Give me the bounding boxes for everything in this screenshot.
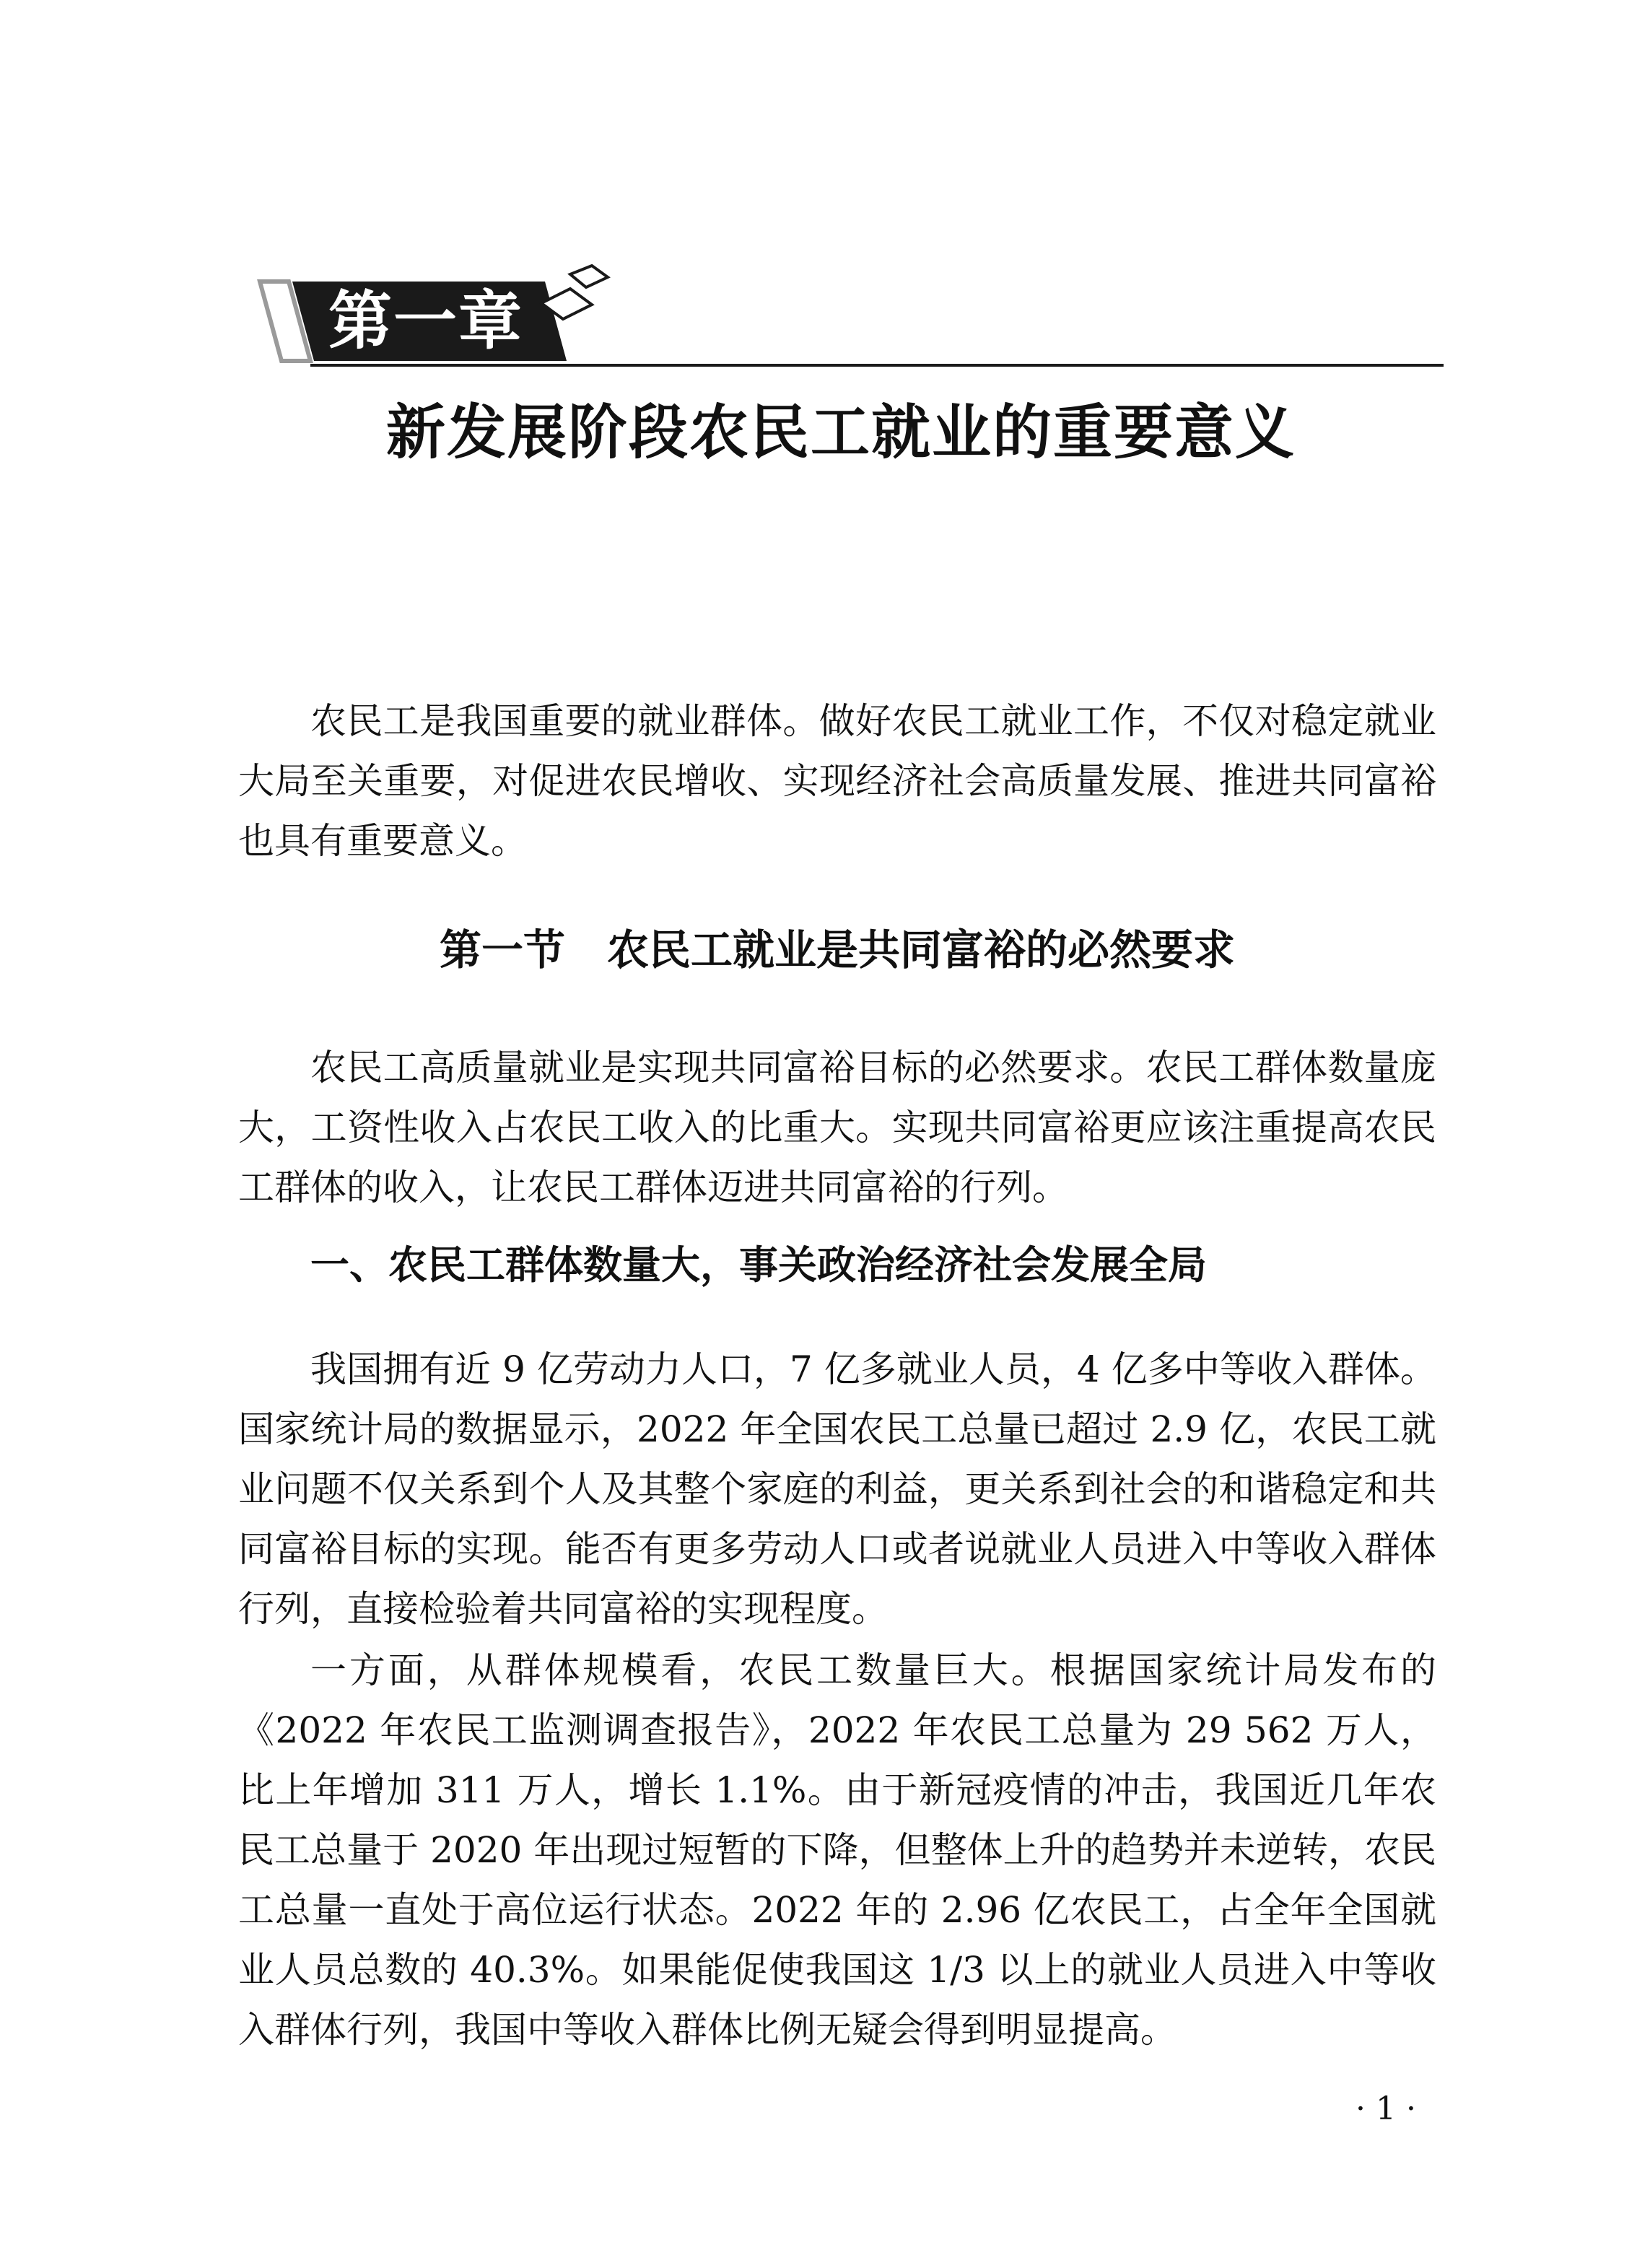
chapter-label: 第一章 [328, 284, 523, 358]
section-title: 第一节 农民工就业是共同富裕的必然要求 [439, 925, 1235, 974]
intro-paragraph: 农民工是我国重要的就业群体。做好农民工就业工作，不仅对稳定就业大局至关重要，对促进农民增收、实现经济社会高质量发展、推进共同富裕也具有重要意义。 [238, 700, 1436, 862]
subsection-title: 一、农民工群体数量大，事关政治经济社会发展全局 [310, 1242, 1207, 1288]
subsection-paragraph-2: 一方面，从群体规模看，农民工数量巨大。根据国家统计局发布的《2022 年农民工监测调查报告》，2022 年农民工总量为 29 562 万人，比上年增加 311 万人，增长 1.1%。由于新冠疫情的冲击，我国近几年农民工总量于 2020 年出现过短暂的下降，但整体上升的趋势并未逆转，农民工总量一直处于高位运行状态。2022 年的 2.96 亿农民工，占全年全国就业人员总数的 40.3%。如果能促使我国这 1/3 以上的就业人员进入中等收入群体行列，我国中等收入群体比例无疑会得到明显提高。 [238, 1649, 1436, 2051]
section-paragraph: 农民工高质量就业是实现共同富裕目标的必然要求。农民工群体数量庞大，工资性收入占农民工收入的比重大。实现共同富裕更应该注重提高农民工群体的收入，让农民工群体迈进共同富裕的行列。 [238, 1047, 1436, 1208]
chapter-banner [238, 260, 1444, 383]
chapter-title: 新发展阶段农民工就业的重要意义 [385, 398, 1296, 467]
page-number: · 1 · [1356, 2090, 1416, 2127]
subsection-paragraph-1: 我国拥有近 9 亿劳动力人口，7 亿多就业人员，4 亿多中等收入群体。国家统计局的数据显示，2022 年全国农民工总量已超过 2.9 亿，农民工就业问题不仅关系到个人及其整个家庭的利益，更关系到社会的和谐稳定和共同富裕目标的实现。能否有更多劳动人口或者说就业人员进入中等收入群体行列，直接检验着共同富裕的实现程度。 [238, 1348, 1436, 1630]
